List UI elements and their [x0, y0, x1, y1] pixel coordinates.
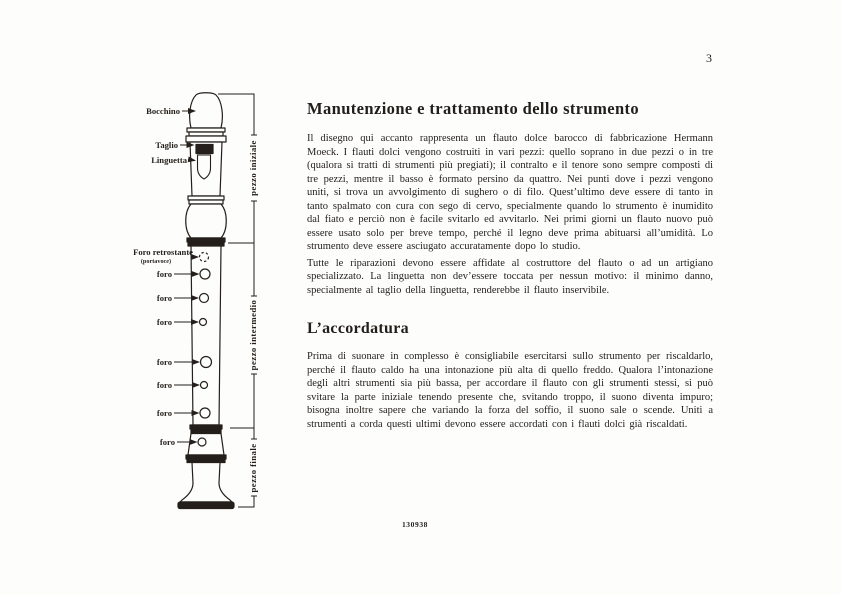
label-foro-5: foro [156, 380, 172, 390]
recorder-figure [130, 85, 280, 525]
paragraph-maintenance-1: Il disegno qui accanto rappresenta un flauto dolce barocco di fabbricazione Hermann Moeck. I flauti dolci vengono costruiti in vari pezzi: quello soprano in due pezzi o in tre (qualora si tratti di strumenti più pregiati); il contralto e il tenore sono sempre composti di tre pezzi, mentre il basso è formato persino da quattro. Nei punti dove i pezzi vengono uniti, si trova un avvolgimento di sughero o di filo. Quest’ultimo deve essere di tanto in tanto spalmato con cura con sego di cervo, specialmente quando lo strumento è inumidito dal fiato e perciò non è facile svitarlo ed avvitarlo. Nei primi giorni un flauto nuovo può essere usato solo per breve tempo, perché il legno deve prima abituarsi all’umidità. Lo strumento deve essere asciugato accuratamente dopo lo studio. [307, 133, 713, 252]
label-bocchino: Bocchino [146, 106, 180, 116]
label-pezzo-finale: pezzo finale [248, 443, 259, 493]
label-foro-2: foro [156, 293, 172, 303]
window-cut [196, 145, 213, 154]
label-foro-3: foro [156, 317, 172, 327]
label-foro-retrostante: Foro retrostante [133, 247, 193, 257]
label-taglio: Taglio [155, 140, 178, 150]
plate-number: 130938 [401, 520, 429, 529]
finger-hole-1 [200, 269, 210, 279]
label-pezzo-iniziale: pezzo iniziale [248, 140, 259, 196]
beak-shape [190, 93, 223, 128]
label-foro-7: foro [159, 437, 175, 447]
paragraph-tuning-1: Prima di suonare in complesso è consigliabile esercitarsi sullo strumento per riscaldarlo, perché il flauto caldo ha una intonazione più alta di quello freddo. Qualora l’intonazione degli altri strumenti sia più bassa, per accordare il flauto con gli strumenti stessi, si può svitare la parte iniziale tenendo presente che, svitando troppo, il suono diventa impuro; bisogna inoltre sapere che variando la forza del soffio, il suono sale o scende. Uniti a strumenti a corda questi ultimi devono essere accordati con i flauti dolci già riscaldati. [307, 351, 713, 430]
thumb-hole [200, 253, 209, 262]
finger-hole-2 [200, 294, 209, 303]
label-foro-4: foro [156, 357, 172, 367]
paragraph-maintenance-2: Tutte le riparazioni devono essere affidate al costruttore del flauto o ad un artigiano specializzato. La linguetta non dev’essere toccata per nessun motivo: il minimo danno, specialmente al taglio della linguetta, renderebbe il flauto inservibile. [307, 257, 713, 296]
finger-hole-4 [201, 357, 212, 368]
article-text [307, 99, 713, 434]
label-portavoce: (portavoce) [140, 258, 172, 265]
recorder-diagram [130, 85, 280, 525]
finger-hole-6 [200, 408, 210, 418]
labium-shape [198, 155, 211, 179]
finger-hole-7 [198, 438, 206, 446]
section-title-accordatura: L’accordatura [307, 320, 409, 337]
finger-hole-3 [200, 319, 207, 326]
label-foro-6: foro [156, 408, 172, 418]
finger-hole-5 [201, 382, 208, 389]
label-pezzo-intermedio: pezzo intermedio [248, 299, 259, 371]
label-linguetta: Linguetta [151, 155, 187, 165]
section-title-manutenzione: Manutenzione e trattamento dello strumento [307, 99, 640, 118]
label-foro-1: foro [156, 269, 172, 279]
bell-base [178, 502, 234, 509]
page-number: 3 [706, 51, 712, 65]
